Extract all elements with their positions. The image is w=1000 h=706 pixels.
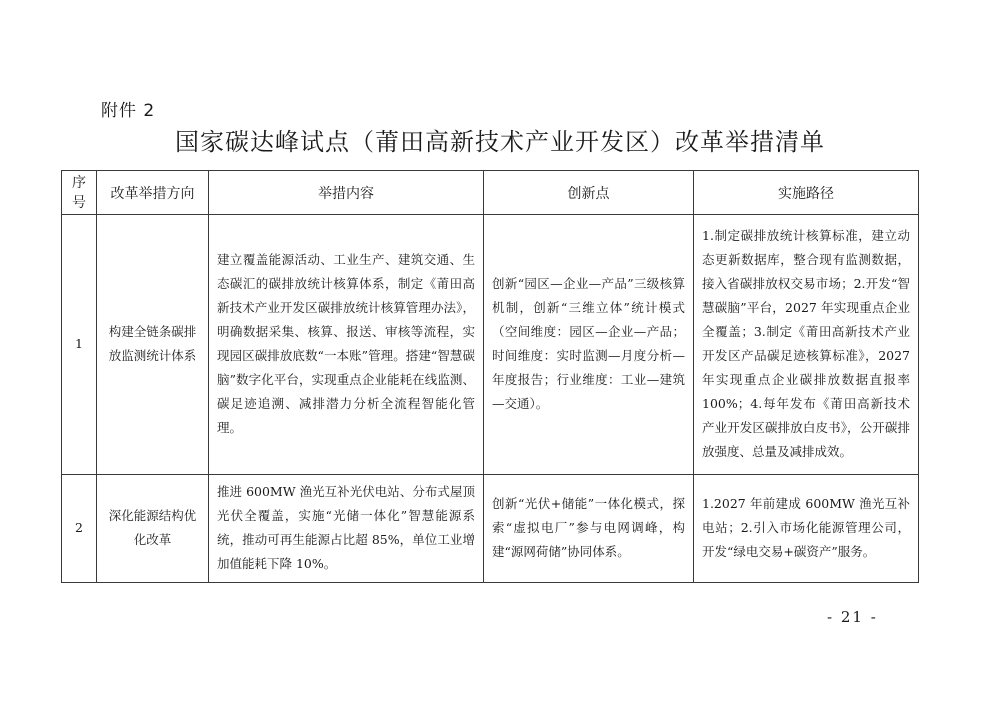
- reform-direction: 深化能源结构优化改革: [97, 474, 209, 582]
- innovation-point: 创新“园区—企业—产品”三级核算机制，创新“三维立体”统计模式（空间维度：园区—企业—产品；时间维度：实时监测—月度分析—年度报告；行业维度：工业—建筑—交通）。: [484, 215, 694, 475]
- measure-content: 推进 600MW 渔光互补光伏电站、分布式屋顶光伏全覆盖，实施“光储一体化”智慧能源系统，推动可再生能源占比超 85%，单位工业增加值能耗下降 10%。: [209, 474, 484, 582]
- table-row: [62, 215, 919, 475]
- reform-measures-table: [61, 170, 919, 583]
- implementation-path: 1.2027 年前建成 600MW 渔光互补电站；2.引入市场化能源管理公司，开发“绿电交易+碳资产”服务。: [694, 474, 919, 582]
- table-row: [62, 474, 919, 582]
- row-number: 1: [62, 215, 97, 475]
- implementation-path: 1.制定碳排放统计核算标准，建立动态更新数据库，整合现有监测数据，接入省碳排放权交易市场；2.开发“智慧碳脑”平台，2027 年实现重点企业全覆盖；3.制定《莆田高新技术产业开发区产品碳足迹核算标准》，2027 年实现重点企业碳排放数据直报率 100%；4.每年发布《莆田高新技术产业开发区碳排放白皮书》，公开碳排放强度、总量及减排成效。: [694, 215, 919, 475]
- row-number: 2: [62, 474, 97, 582]
- header-seq: 序号: [62, 171, 97, 215]
- header-content: 举措内容: [209, 171, 484, 215]
- annex-label: 附件 2: [101, 101, 156, 121]
- document-title: 国家碳达峰试点（莆田高新技术产业开发区）改革举措清单: [175, 128, 825, 156]
- reform-direction: 构建全链条碳排放监测统计体系: [97, 215, 209, 475]
- page-number: - 21 -: [827, 608, 878, 626]
- measure-content: 建立覆盖能源活动、工业生产、建筑交通、生态碳汇的碳排放统计核算体系，制定《莆田高新技术产业开发区碳排放统计核算管理办法》，明确数据采集、核算、报送、审核等流程，实现园区碳排放底数“一本账”管理。搭建“智慧碳脑”数字化平台，实现重点企业能耗在线监测、碳足迹追溯、减排潜力分析全流程智能化管理。: [209, 215, 484, 475]
- header-innovation: 创新点: [484, 171, 694, 215]
- header-direction: 改革举措方向: [97, 171, 209, 215]
- innovation-point: 创新“光伏+储能”一体化模式，探索“虚拟电厂”参与电网调峰，构建“源网荷储”协同体系。: [484, 474, 694, 582]
- header-path: 实施路径: [694, 171, 919, 215]
- table-header-row: [62, 171, 919, 215]
